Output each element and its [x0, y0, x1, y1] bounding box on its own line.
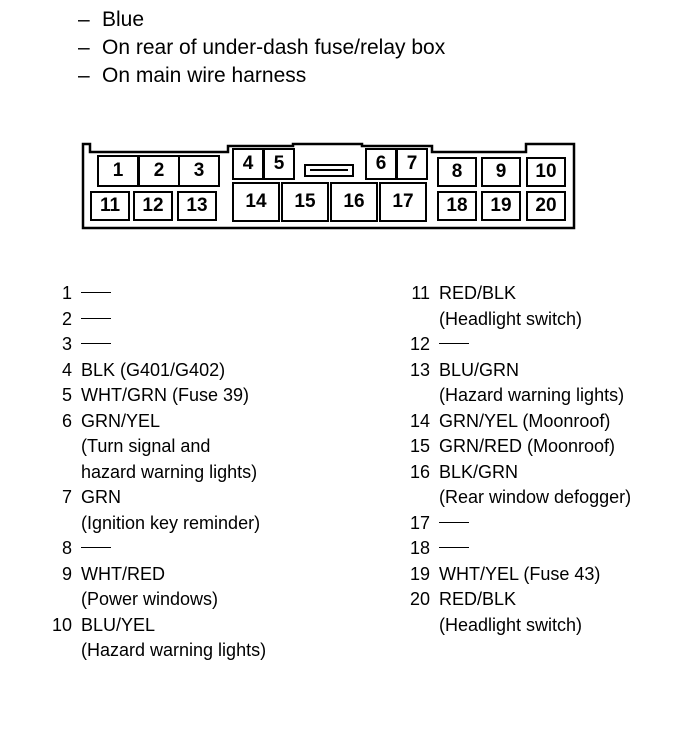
pin-19: 19	[481, 191, 521, 221]
pin-1: 1	[97, 155, 139, 187]
description-line: (Ignition key reminder)	[81, 512, 261, 533]
pin-entry-7	[44, 485, 384, 536]
pin-entry-20	[402, 587, 688, 638]
pin-description	[81, 332, 384, 358]
pin-7: 7	[396, 148, 428, 180]
pin-20: 20	[526, 191, 566, 221]
pin-list-right	[402, 281, 688, 638]
no-wire-dash	[439, 343, 469, 344]
note-harness: – On main wire harness	[78, 64, 307, 87]
pin-entry-19	[402, 562, 688, 588]
pin-number: 7	[61, 487, 72, 507]
pin-entry-17	[402, 511, 688, 537]
description-line: (Headlight switch)	[439, 308, 583, 329]
pin-10: 10	[526, 157, 566, 187]
description-line: BLK/GRN	[439, 461, 519, 482]
pin-number: 13	[409, 359, 430, 380]
pin-entry-16	[402, 460, 688, 511]
pin-13: 13	[177, 191, 217, 221]
pin-description	[81, 409, 384, 486]
pin-description	[81, 613, 384, 664]
pin-description	[81, 536, 384, 562]
pin-entry-6	[44, 409, 384, 486]
pin-15: 15	[281, 182, 329, 222]
no-wire-dash	[439, 522, 469, 523]
no-wire-dash	[81, 343, 111, 344]
pin-12: 12	[133, 191, 173, 221]
pin-entry-14	[402, 409, 688, 435]
pin-description	[439, 587, 688, 638]
pin-number: 6	[61, 410, 72, 431]
pin-description	[439, 536, 688, 562]
pin-description	[81, 383, 384, 409]
pin-description	[439, 409, 688, 435]
pin-number: 11	[411, 283, 430, 303]
description-line: (Rear window defogger)	[439, 487, 632, 507]
pin-4: 4	[232, 148, 264, 180]
pin-6: 6	[365, 148, 397, 180]
pin-description	[439, 434, 688, 460]
pin-number: 15	[409, 436, 430, 456]
pin-description	[81, 281, 384, 307]
pin-number: 18	[409, 538, 430, 558]
pin-9: 9	[481, 157, 521, 187]
pin-entry-10	[44, 613, 384, 664]
pin-number: 3	[61, 334, 72, 354]
pin-entry-4	[44, 358, 384, 384]
pin-entry-8	[44, 536, 384, 562]
description-line: BLU/YEL	[81, 614, 156, 635]
pin-number: 12	[409, 334, 430, 354]
description-line: (Power windows)	[81, 589, 219, 609]
description-line: (Headlight switch)	[439, 614, 583, 635]
pin-number: 4	[61, 359, 72, 380]
pin-5: 5	[263, 148, 295, 180]
description-line: GRN/RED (Moonroof)	[439, 436, 616, 456]
pin-description	[81, 358, 384, 384]
pin-description	[81, 562, 384, 613]
no-wire-dash	[439, 547, 469, 548]
pin-entry-18	[402, 536, 688, 562]
no-wire-dash	[81, 292, 111, 293]
pin-entry-11	[402, 281, 688, 332]
pin-number: 19	[409, 563, 430, 584]
pin-number: 20	[409, 589, 430, 609]
pin-description	[439, 332, 688, 358]
pin-description	[81, 307, 384, 333]
pin-entry-2	[44, 307, 384, 333]
pin-2: 2	[138, 155, 180, 187]
pin-8: 8	[437, 157, 477, 187]
pin-description	[439, 281, 688, 332]
pin-number: 2	[61, 308, 72, 329]
description-line: WHT/RED	[81, 563, 165, 584]
pin-14: 14	[232, 182, 280, 222]
pin-description	[439, 511, 688, 537]
pin-number: 16	[409, 461, 430, 482]
pin-entry-9	[44, 562, 384, 613]
note-color: – Blue	[78, 8, 145, 31]
pin-entry-12	[402, 332, 688, 358]
pin-entry-1	[44, 281, 384, 307]
description-line: BLU/GRN	[439, 359, 520, 380]
pin-description	[439, 460, 688, 511]
pin-entry-5	[44, 383, 384, 409]
pin-list-left	[44, 281, 384, 664]
description-line: hazard warning lights)	[81, 461, 258, 482]
pin-16: 16	[330, 182, 378, 222]
note-location: – On rear of under-dash fuse/relay box	[78, 36, 446, 59]
pin-number: 5	[61, 385, 72, 405]
description-line: BLK (G401/G402)	[81, 359, 226, 380]
pin-11: 11	[90, 191, 130, 221]
no-wire-dash	[81, 547, 111, 548]
description-line: GRN/YEL	[81, 410, 161, 431]
description-line: WHT/GRN (Fuse 39)	[81, 385, 250, 405]
pin-number: 17	[409, 512, 430, 533]
pin-entry-13	[402, 358, 688, 409]
pin-number: 8	[61, 538, 72, 558]
pin-17: 17	[379, 182, 427, 222]
description-line: GRN/YEL (Moonroof)	[439, 410, 611, 431]
pin-description	[439, 562, 688, 588]
description-line: (Hazard warning lights)	[439, 385, 625, 405]
pin-number: 10	[51, 614, 72, 635]
pin-number: 14	[409, 410, 430, 431]
pin-18: 18	[437, 191, 477, 221]
pin-description	[81, 485, 384, 536]
description-line: RED/BLK	[439, 589, 517, 609]
description-line: (Turn signal and	[81, 436, 211, 456]
description-line: RED/BLK	[439, 283, 517, 303]
description-line: GRN	[81, 487, 121, 507]
description-line: (Hazard warning lights)	[81, 640, 267, 660]
pin-description	[439, 358, 688, 409]
no-wire-dash	[81, 318, 111, 319]
pin-entry-3	[44, 332, 384, 358]
pin-entry-15	[402, 434, 688, 460]
pin-number: 9	[61, 563, 72, 584]
pin-number: 1	[61, 283, 72, 303]
description-line: WHT/YEL (Fuse 43)	[439, 563, 601, 584]
pin-3: 3	[178, 155, 220, 187]
